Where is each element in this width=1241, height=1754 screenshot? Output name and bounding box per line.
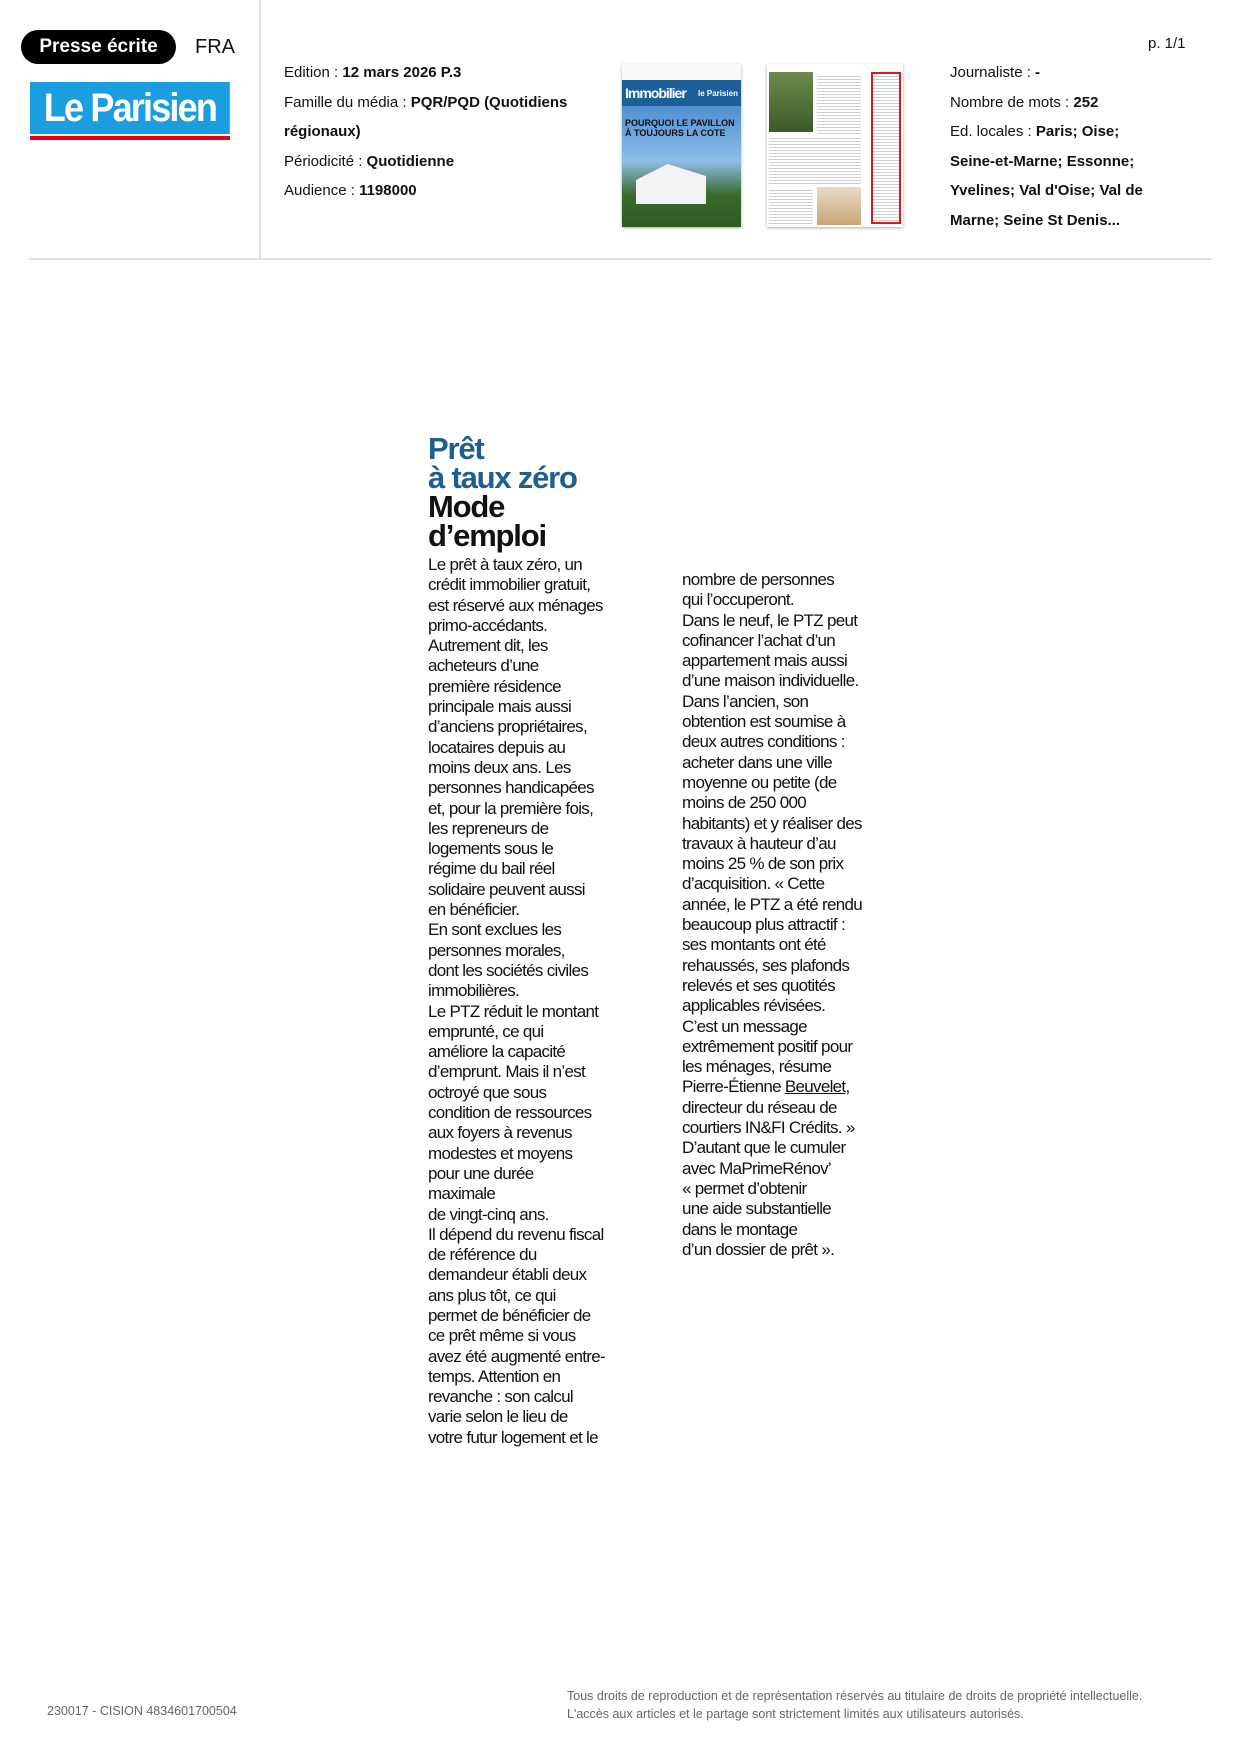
cover-top-strip	[622, 64, 741, 80]
article-line: cofinancer l’achat d’un	[682, 630, 836, 650]
article-line: moins 25 % de son prix	[682, 854, 844, 874]
article-line: varie selon le lieu de	[428, 1407, 568, 1427]
article-title	[428, 431, 577, 553]
meta-value: Seine-et-Marne; Essonne;	[950, 152, 1135, 170]
article-line: D’autant que le cumuler	[682, 1138, 846, 1158]
text-columns	[769, 188, 813, 224]
interior-photo	[817, 187, 861, 225]
cover-section-title: Immobilier	[625, 85, 686, 101]
cover-brand: le Parisien	[697, 88, 738, 98]
article-line: moyenne ou petite (de	[682, 772, 837, 792]
article-line: en bénéficier.	[428, 900, 520, 920]
article-line: acheteurs d’une	[428, 656, 539, 676]
article-line: relevés et ses quotités	[682, 975, 836, 995]
meta-value: -	[1035, 64, 1041, 81]
article-line: directeur du réseau de	[682, 1097, 837, 1117]
article-line: ce prêt même si vous	[428, 1326, 576, 1346]
rights-line: L'accès aux articles et le partage sont strictement limités aux utilisateurs autorisés.	[567, 1707, 1024, 1721]
article-line: temps. Attention en	[428, 1366, 561, 1386]
meta-value: Quotidienne	[366, 152, 455, 170]
article-column-2	[682, 570, 862, 1260]
page-number: p. 1/1	[1148, 35, 1186, 52]
media-meta-right	[950, 58, 1180, 235]
article-line: moins de 250 000	[682, 793, 806, 813]
article-line: ans plus tôt, ce qui	[428, 1285, 556, 1305]
media-type-badge: Presse écrite	[21, 30, 176, 64]
header-divider	[29, 258, 1212, 260]
cover-headline: POURQUOI LE PAVILLON À TOUJOURS LA COTE	[625, 118, 735, 138]
article-line: octroyé que sous	[428, 1082, 547, 1102]
article-line: et, pour la première fois,	[428, 798, 594, 818]
logo-underline	[30, 136, 230, 140]
media-meta-left	[284, 58, 567, 206]
meta-value: 12 mars 2026 P.3	[342, 64, 462, 81]
article-line: d’acquisition. « Cette	[682, 874, 825, 894]
article-line: de référence du	[428, 1245, 537, 1265]
meta-value: 252	[1073, 93, 1099, 111]
le-parisien-logo: Le Parisien	[30, 82, 230, 134]
meta-value: Paris; Oise;	[1035, 123, 1120, 140]
meta-value: 1198000	[359, 182, 417, 199]
article-line: avez été augmenté entre-	[428, 1346, 605, 1366]
meta-row	[284, 58, 567, 88]
article-line: avec MaPrimeRénov’	[682, 1158, 831, 1178]
cover-section-band	[622, 80, 741, 106]
house-image	[636, 164, 706, 204]
title-line: Mode	[428, 489, 505, 524]
article-line: ses montants ont été	[682, 935, 826, 955]
article-line: appartement mais aussi	[682, 651, 848, 671]
cover-photo	[622, 106, 741, 227]
article-line: améliore la capacité	[428, 1042, 566, 1062]
article-line: maximale	[428, 1184, 496, 1204]
meta-label: Edition :	[284, 64, 343, 81]
article-line: deux autres conditions :	[682, 732, 845, 752]
article-line: solidaire peuvent aussi	[428, 879, 585, 899]
article-column-1	[428, 555, 605, 1448]
article-line: primo-accédants.	[428, 615, 548, 635]
article-line: dans le montage	[682, 1219, 798, 1239]
page-thumbnail[interactable]	[767, 64, 903, 227]
meta-value: régionaux)	[284, 123, 361, 140]
language-label: FRA	[195, 36, 235, 58]
meta-label: Famille du média :	[284, 93, 411, 111]
article-line: personnes handicapées	[428, 778, 594, 798]
article-line: obtention est soumise à	[682, 712, 846, 732]
article-line: pour une durée	[428, 1163, 534, 1183]
meta-row	[950, 176, 1180, 206]
meta-row	[950, 88, 1180, 118]
article-line: Il dépend du revenu fiscal	[428, 1224, 604, 1244]
meta-label: Audience :	[284, 182, 360, 199]
meta-value: Marne; Seine St Denis...	[950, 211, 1121, 229]
document-id: 230017 - CISION 4834601700504	[47, 1704, 237, 1718]
title-line: à taux zéro	[428, 460, 577, 495]
meta-row	[950, 117, 1180, 147]
article-line: locataires depuis au	[428, 737, 566, 757]
article-line: condition de ressources	[428, 1103, 592, 1123]
meta-row	[284, 147, 567, 177]
vertical-divider	[259, 0, 261, 258]
article-line: est réservé aux ménages	[428, 595, 603, 615]
meta-label: Périodicité :	[284, 152, 367, 170]
article-line: permet de bénéficier de	[428, 1305, 591, 1325]
article-line: travaux à hauteur d’au	[682, 833, 836, 853]
article-line: Autrement dit, les	[428, 636, 548, 656]
article-highlight-box	[871, 72, 901, 224]
article-line: revanche : son calcul	[428, 1387, 573, 1407]
article-line: « permet d’obtenir	[682, 1178, 807, 1198]
article-line: personnes morales,	[428, 940, 565, 960]
meta-value: PQR/PQD (Quotidiens	[410, 93, 568, 111]
article-line: qui l’occuperont.	[682, 590, 794, 610]
article-line: C’est un message	[682, 1016, 807, 1036]
article-line: modestes et moyens	[428, 1143, 573, 1163]
meta-value: Yvelines; Val d'Oise; Val de	[950, 182, 1143, 199]
article-line: Dans l’ancien, son	[682, 691, 809, 711]
article-line: d’anciens propriétaires,	[428, 717, 587, 737]
article-line: habitants) et y réaliser des	[682, 813, 862, 833]
article-line: votre futur logement et le	[428, 1427, 598, 1447]
article-line: extrêmement positif pour	[682, 1036, 853, 1056]
article-line: Le prêt à taux zéro, un	[428, 555, 583, 574]
article-line: rehaussés, ses plafonds	[682, 955, 850, 975]
meta-row	[284, 88, 567, 118]
person-name-link[interactable]: Beuvelet	[784, 1077, 846, 1097]
title-line: Prêt	[428, 431, 484, 466]
article-line: demandeur établi deux	[428, 1265, 587, 1285]
article-line: nombre de personnes	[682, 570, 835, 589]
article-line: les ménages, résume	[682, 1057, 832, 1077]
meta-label: Ed. locales :	[950, 123, 1036, 140]
article-line: de vingt-cinq ans.	[428, 1204, 549, 1224]
article-line: aux foyers à revenus	[428, 1123, 572, 1143]
meta-row	[284, 176, 567, 206]
article-line: emprunté, ce qui	[428, 1021, 544, 1041]
article-line: Pierre-Étienne Beuvelet,	[682, 1077, 850, 1097]
article-line: applicables révisées.	[682, 996, 826, 1016]
meta-label: Nombre de mots :	[950, 93, 1074, 111]
article-line: Le PTZ réduit le montant	[428, 1001, 599, 1021]
meta-row	[950, 58, 1180, 88]
article-line: courtiers IN&FI Crédits. »	[682, 1118, 855, 1138]
article-line: crédit immobilier gratuit,	[428, 575, 591, 595]
meta-label: Journaliste :	[950, 64, 1036, 81]
article-line: moins deux ans. Les	[428, 757, 571, 777]
title-line: d’emploi	[428, 518, 546, 553]
article-line: dont les sociétés civiles	[428, 960, 589, 980]
rights-line: Tous droits de reproduction et de représentation réservés au titulaire de droits de propriété intellectuelle.	[567, 1689, 1143, 1703]
article-line: d’une maison individuelle.	[682, 671, 859, 691]
cover-thumbnail[interactable]	[622, 64, 741, 227]
article-line: immobilières.	[428, 981, 520, 1001]
article-line: régime du bail réel	[428, 859, 555, 879]
article-line: acheter dans une ville	[682, 752, 832, 772]
article-line: En sont exclues les	[428, 920, 562, 940]
article-line: logements sous le	[428, 839, 554, 859]
text-columns	[769, 136, 861, 184]
article-line: Dans le neuf, le PTZ peut	[682, 610, 858, 630]
article-line: année, le PTZ a été rendu	[682, 894, 863, 914]
article-line: d’un dossier de prêt ».	[682, 1239, 835, 1259]
meta-row	[950, 206, 1180, 236]
garden-photo	[769, 72, 813, 132]
meta-row	[950, 147, 1180, 177]
meta-row	[284, 117, 567, 147]
article-line: les repreneurs de	[428, 818, 549, 838]
article-line: première résidence	[428, 676, 561, 696]
article-line: une aide substantielle	[682, 1199, 832, 1219]
article-line: principale mais aussi	[428, 697, 572, 717]
article-line: beaucoup plus attractif :	[682, 915, 846, 935]
article-line: d’emprunt. Mais il n’est	[428, 1062, 586, 1082]
rights-notice	[567, 1687, 1142, 1723]
